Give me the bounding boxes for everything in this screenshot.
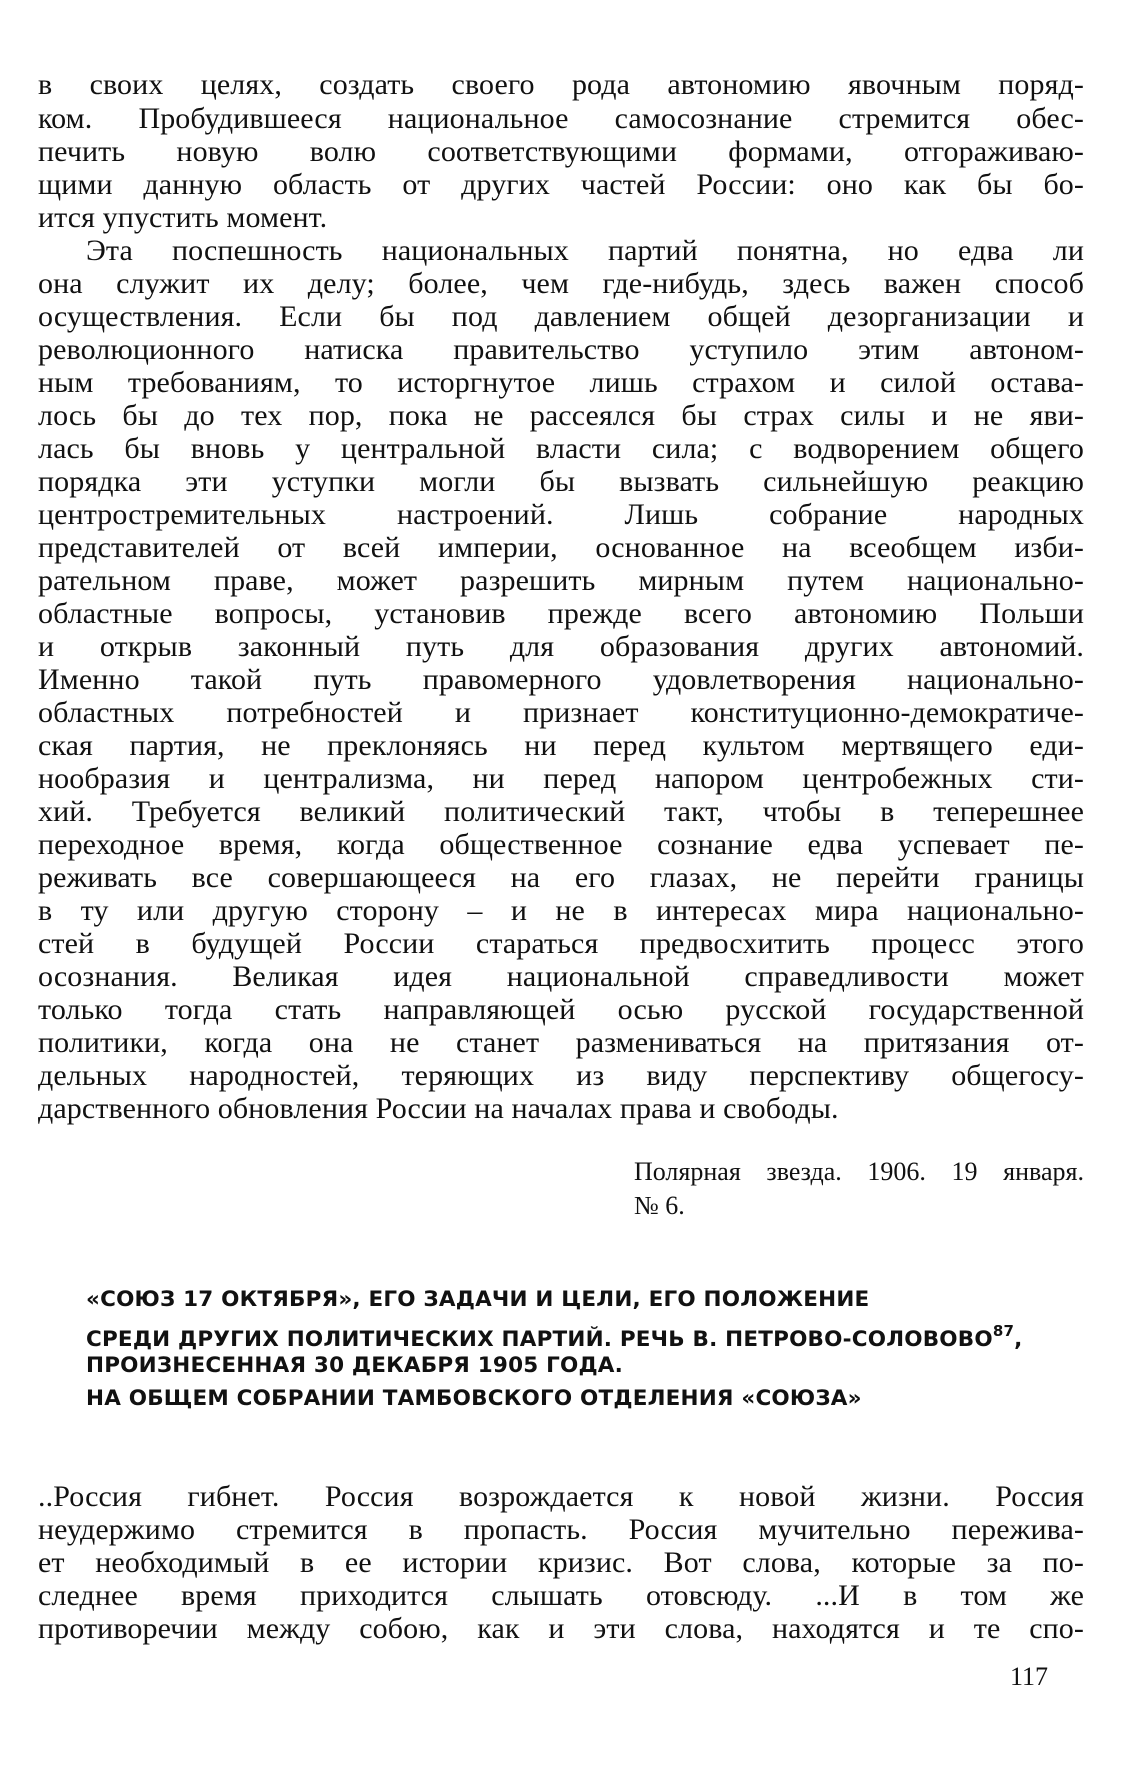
- text-line: и открыв законный путь для образования других автономий.: [38, 630, 1084, 663]
- text-line: центростремительных настроений. Лишь собрание народных: [38, 498, 1084, 531]
- text-line: только тогда стать направляющей осью русской государственной: [38, 993, 1084, 1026]
- text-line: в ту или другую сторону – и не в интересах мира национально-: [38, 894, 1084, 927]
- section-heading-line: «СОЮЗ 17 ОКТЯБРЯ», ЕГО ЗАДАЧИ И ЦЕЛИ, ЕГО ПОЛОЖЕНИЕ: [86, 1287, 870, 1312]
- text-line: стей в будущей России стараться предвосхитить процесс этого: [38, 927, 1084, 960]
- text-line: в своих целях, создать своего рода автономию явочным поряд-: [38, 68, 1084, 101]
- section-heading-line: НА ОБЩЕМ СОБРАНИИ ТАМБОВСКОГО ОТДЕЛЕНИЯ «СОЮЗА»: [86, 1386, 862, 1411]
- text-line: осознания. Великая идея национальной справедливости может: [38, 960, 1084, 993]
- text-line: лось бы до тех пор, пока не рассеялся бы страх силы и не яви-: [38, 399, 1084, 432]
- text-line: ным требованиям, то исторгнутое лишь страхом и силой остава-: [38, 366, 1084, 399]
- text-line: печить новую волю соответствующими формами, отгораживаю-: [38, 135, 1084, 168]
- text-line: следнее время приходится слышать отовсюду. ...И в том же: [38, 1579, 1084, 1612]
- text-line: представителей от всей империи, основанное на всеобщем изби-: [38, 531, 1084, 564]
- source-citation: Полярная звезда. 1906. 19 января.: [634, 1157, 1084, 1186]
- page-number: 117: [1010, 1662, 1049, 1691]
- text-line: Именно такой путь правомерного удовлетворения национально-: [38, 663, 1084, 696]
- text-line: рательном праве, может разрешить мирным путем национально-: [38, 564, 1084, 597]
- text-line: дельных народностей, теряющих из виду перспективу общегосу-: [38, 1059, 1084, 1092]
- text-line: ская партия, не преклоняясь ни перед культом мертвящего еди-: [38, 729, 1084, 762]
- text-line: областные вопросы, установив прежде всего автономию Польши: [38, 597, 1084, 630]
- text-line: ..Россия гибнет. Россия возрождается к новой жизни. Россия: [38, 1480, 1084, 1513]
- text-line: порядка эти уступки могли бы вызвать сильнейшую реакцию: [38, 465, 1084, 498]
- text-line: щими данную область от других частей России: оно как бы бо-: [38, 168, 1084, 201]
- heading-punctuation: ,: [1014, 1327, 1023, 1353]
- text-line: противоречии между собою, как и эти слова, находятся и те спо-: [38, 1612, 1084, 1645]
- text-line: осуществления. Если бы под давлением общей дезорганизации и: [38, 300, 1084, 333]
- footnote-marker: 87: [992, 1322, 1015, 1340]
- text-line: ком. Пробудившееся национальное самосознание стремится обес-: [38, 102, 1084, 135]
- text-line: областных потребностей и признает конституционно-демократиче-: [38, 696, 1084, 729]
- text-line: нообразия и централизма, ни перед напором центробежных сти-: [38, 762, 1084, 795]
- text-line: неудержимо стремится в пропасть. Россия мучительно пережива-: [38, 1513, 1084, 1546]
- text-line: хий. Требуется великий политический такт, чтобы в теперешнее: [38, 795, 1084, 828]
- text-line: лась бы вновь у центральной власти сила; с водворением общего: [38, 432, 1084, 465]
- text-line: ится упустить момент.: [38, 201, 328, 234]
- section-heading-line: ПРОИЗНЕСЕННАЯ 30 ДЕКАБРЯ 1905 ГОДА.: [86, 1353, 624, 1378]
- text-line: она служит их делу; более, чем где-нибудь, здесь важен способ: [38, 267, 1084, 300]
- text-line: ет необходимый в ее истории кризис. Вот слова, которые за по-: [38, 1546, 1084, 1579]
- source-issue-number: № 6.: [634, 1191, 685, 1220]
- text-line: Эта поспешность национальных партий понятна, но едва ли: [86, 234, 1084, 267]
- heading-text: СРЕДИ ДРУГИХ ПОЛИТИЧЕСКИХ ПАРТИЙ. РЕЧЬ В. ПЕТРОВО-СОЛОВОВО: [86, 1327, 993, 1353]
- text-line: революционного натиска правительство уступило этим автоном-: [38, 333, 1084, 366]
- text-line: переходное время, когда общественное сознание едва успевает пе-: [38, 828, 1084, 861]
- section-heading-line: [86, 1318, 1023, 1355]
- text-line: дарственного обновления России на началах права и свободы.: [38, 1092, 839, 1125]
- text-line: политики, когда она не станет размениваться на притязания от-: [38, 1026, 1084, 1059]
- text-line: реживать все совершающееся на его глазах, не перейти границы: [38, 861, 1084, 894]
